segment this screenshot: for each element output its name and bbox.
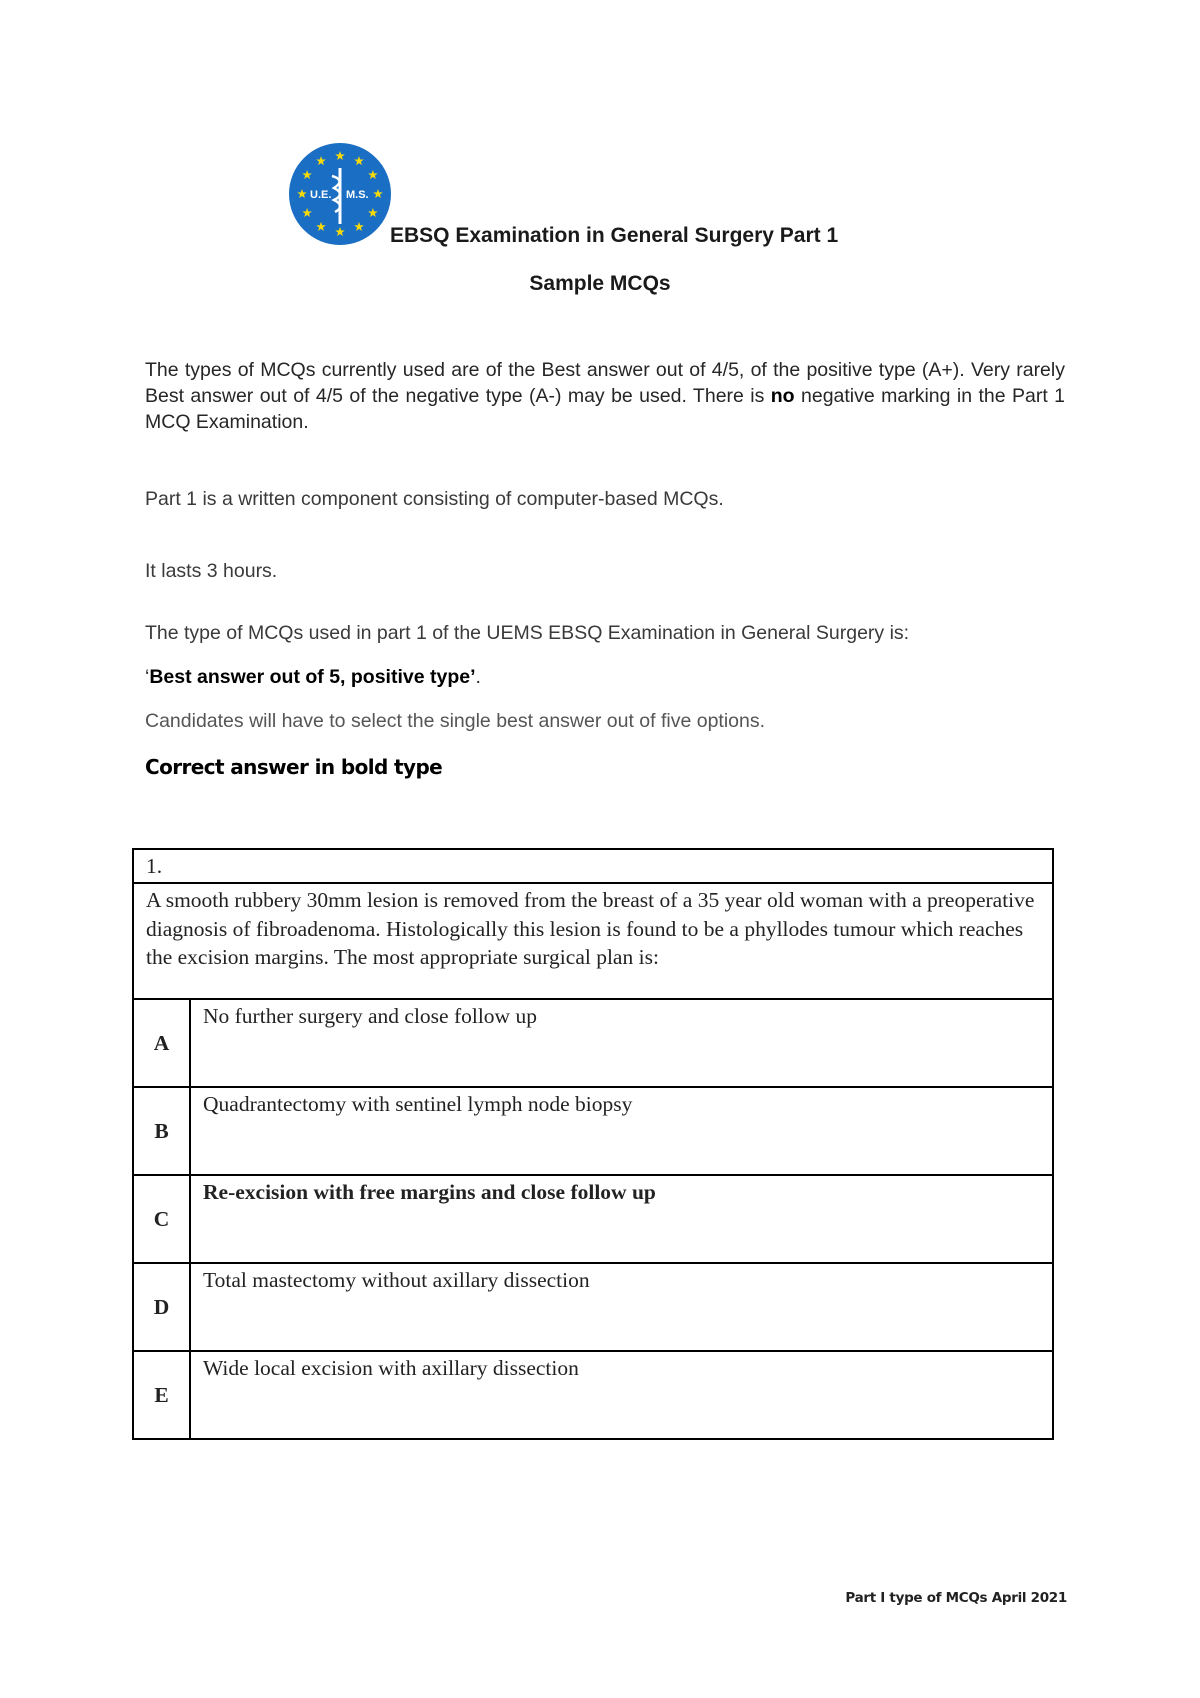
uems-logo <box>288 142 392 246</box>
best-close: . <box>475 666 481 688</box>
option-letter: D <box>133 1263 190 1351</box>
option-letter: B <box>133 1087 190 1175</box>
question-number: 1. <box>133 849 1053 883</box>
question-stem: A smooth rubbery 30mm lesion is removed from the breast of a 35 year old woman with a preoperative diagnosis of fibroadenoma. Histologically this lesion is found to be a phyllodes tumour which reaches the excision margins. The most appropriate surgical plan is: <box>133 883 1053 999</box>
option-row <box>133 1351 1053 1439</box>
option-row-correct <box>133 1175 1053 1263</box>
option-text: No further surgery and close follow up <box>190 999 1053 1087</box>
candidates-paragraph: Candidates will have to select the single best answer out of five options. <box>145 710 766 732</box>
mcq-type-paragraph: The type of MCQs used in part 1 of the UEMS EBSQ Examination in General Surgery is: <box>145 622 910 644</box>
best-open-quote: ‘ <box>145 666 150 688</box>
intro-text-end: negative marking in the Part 1 MCQ Examination. <box>145 385 1065 433</box>
best-answer-bold: Best answer out of 5, positive type’ <box>149 666 476 688</box>
option-row <box>133 1263 1053 1351</box>
page-title: EBSQ Examination in General Surgery Part 1 <box>390 224 839 247</box>
option-letter: A <box>133 999 190 1087</box>
correct-answer-note: Correct answer in bold type <box>145 755 443 779</box>
option-letter: E <box>133 1351 190 1439</box>
part1-paragraph: Part 1 is a written component consisting of computer-based MCQs. <box>145 488 724 510</box>
mcq-table <box>132 848 1054 1440</box>
option-row <box>133 999 1053 1087</box>
option-text: Wide local excision with axillary dissection <box>190 1351 1053 1439</box>
intro-text-start: The types of MCQs currently used are of the Best answer out of 4/5, of the positive type (A+). Very rarely Best answer out of 4/5 of the negative type (A-) may be used. There is <box>145 359 1065 407</box>
option-text: Quadrantectomy with sentinel lymph node biopsy <box>190 1087 1053 1175</box>
logo-text-left: U.E. <box>310 189 332 201</box>
option-row <box>133 1087 1053 1175</box>
logo-text-right: M.S. <box>346 189 369 201</box>
best-answer-paragraph <box>145 666 481 689</box>
option-letter: C <box>133 1175 190 1263</box>
option-text: Total mastectomy without axillary dissection <box>190 1263 1053 1351</box>
option-text-correct: Re-excision with free margins and close follow up <box>190 1175 1053 1263</box>
page-footer: Part I type of MCQs April 2021 <box>845 1590 1067 1606</box>
intro-bold-no: no <box>770 385 795 407</box>
duration-paragraph: It lasts 3 hours. <box>145 560 278 582</box>
intro-paragraph <box>145 357 1065 435</box>
page-subtitle: Sample MCQs <box>529 272 671 295</box>
uems-logo-icon <box>288 142 392 246</box>
